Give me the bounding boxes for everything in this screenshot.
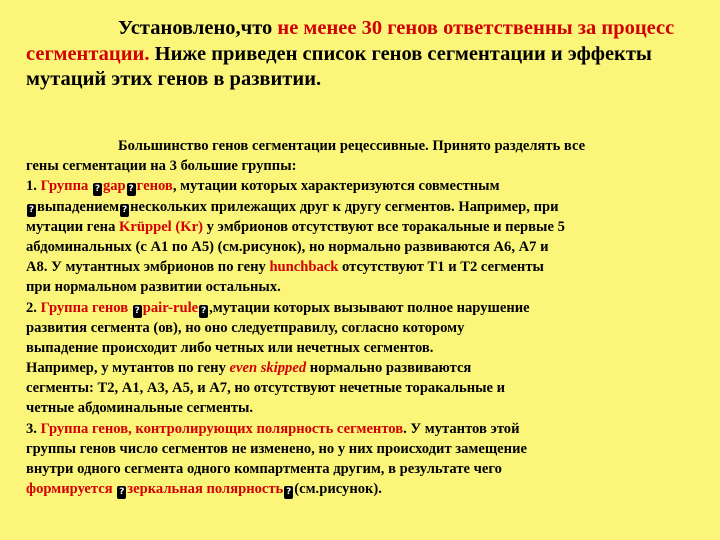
text-l5a: мутации гена: [26, 218, 120, 235]
genes-term: генов: [136, 178, 173, 195]
gap-term: gap: [102, 178, 126, 195]
body-line-16: [26, 439, 706, 459]
body-line-4: [26, 197, 706, 217]
text-l7a: А8. У мутантных эмбрионов по гену: [26, 259, 270, 276]
text-l10: развития сегмента (ов), но оно следуетправилу, согласно которому: [26, 319, 465, 336]
group-2-label: Группа генов: [40, 299, 129, 316]
body-line-8: [26, 277, 706, 297]
pair-rule-term: pair-rule: [142, 299, 199, 316]
body-line-13: [26, 378, 706, 398]
text-l12b: нормально развиваются: [306, 360, 472, 377]
text-l8: при нормальном развитии остальных.: [26, 279, 281, 296]
text-l15: . У мутантов этой: [403, 420, 520, 437]
body-line-14: [26, 398, 706, 418]
missing-glyph-icon: ?: [119, 487, 125, 498]
body-line-18: [26, 479, 706, 499]
group-2-number: 2.: [26, 299, 41, 316]
group-2-heading: [26, 298, 706, 318]
group-3-number: 3.: [26, 420, 41, 437]
group-3-heading: [26, 419, 706, 439]
intro-paragraph: [26, 16, 706, 93]
intro-text-2: Ниже приведен список генов сегментации и эффекты мутаций этих генов в развитии.: [26, 42, 652, 90]
kruppel-gene: Krüppel (Kr): [119, 218, 203, 235]
text-l3: , мутации которых характеризуются совместным: [172, 178, 500, 195]
missing-glyph-icon: ?: [28, 204, 35, 215]
missing-glyph-icon: ?: [134, 305, 140, 316]
body-line-2: [26, 156, 706, 176]
missing-glyph-icon: ?: [121, 204, 128, 215]
missing-glyph-icon: ?: [201, 305, 207, 316]
text-l12a: Например, у мутантов по гену: [26, 360, 230, 377]
text-l1: Большинство генов сегментации рецессивные. Принято разделять все: [118, 138, 586, 154]
text-l13: сегменты: Т2, А1, А3, А5, и А7, но отсутствуют нечетные торакальные и: [26, 380, 506, 397]
text-l16: группы генов число сегментов не изменено, но у них происходит замещение: [26, 440, 527, 457]
text-l9: ,мутации которых вызывают полное нарушение: [209, 299, 530, 316]
text-l17: внутри одного сегмента одного компартмента другим, в результате чего: [26, 461, 502, 477]
body-line-6: [26, 237, 706, 257]
text-l2: гены сегментации на 3 большие группы:: [26, 158, 297, 175]
text-l14: четные абдоминальные сегменты.: [26, 400, 254, 417]
forms-term: формируется: [26, 481, 113, 498]
text-l7b: отсутствуют Т1 и Т2 сегменты: [338, 259, 544, 276]
group-1-number: 1.: [26, 178, 41, 195]
text-l18: (см.рисунок).: [294, 481, 382, 498]
group-1-label: Группа: [40, 178, 89, 195]
mirror-polarity-term: зеркальная полярность: [127, 481, 284, 498]
text-l5b: у эмбрионов отсутствуют все торакальные и первые 5: [202, 218, 565, 235]
body-line-1: [26, 136, 706, 156]
text-l4a: выпадением: [37, 198, 120, 215]
body-line-11: [26, 338, 706, 358]
text-l6: абдоминальных (с А1 по А5) (см.рисунок), но нормально развиваются А6, А7 и: [26, 238, 549, 255]
missing-glyph-icon: ?: [94, 184, 101, 195]
body-line-10: [26, 318, 706, 338]
body-line-7: [26, 257, 706, 277]
hunchback-gene: hunchback: [269, 259, 339, 276]
missing-glyph-icon: ?: [286, 487, 292, 498]
body-line-12: [26, 358, 706, 378]
body-line-5: [26, 217, 706, 237]
body-text: [26, 136, 706, 499]
body-line-17: [26, 459, 706, 479]
intro-text-1: Установлено,что: [118, 17, 278, 39]
text-l4b: нескольких прилежащих друг к другу сегментов. Например, при: [130, 198, 559, 215]
group-3-label: Группа генов, контролирующих полярность сегментов: [40, 420, 404, 437]
even-skipped-gene: even skipped: [229, 360, 307, 377]
intro-highlight: не менее 30 генов ответственны за процесс сегментации.: [26, 17, 675, 65]
missing-glyph-icon: ?: [128, 184, 134, 195]
group-1-heading: [26, 176, 706, 196]
text-l11: выпадение происходит либо четных или нечетных сегментов.: [26, 339, 434, 356]
